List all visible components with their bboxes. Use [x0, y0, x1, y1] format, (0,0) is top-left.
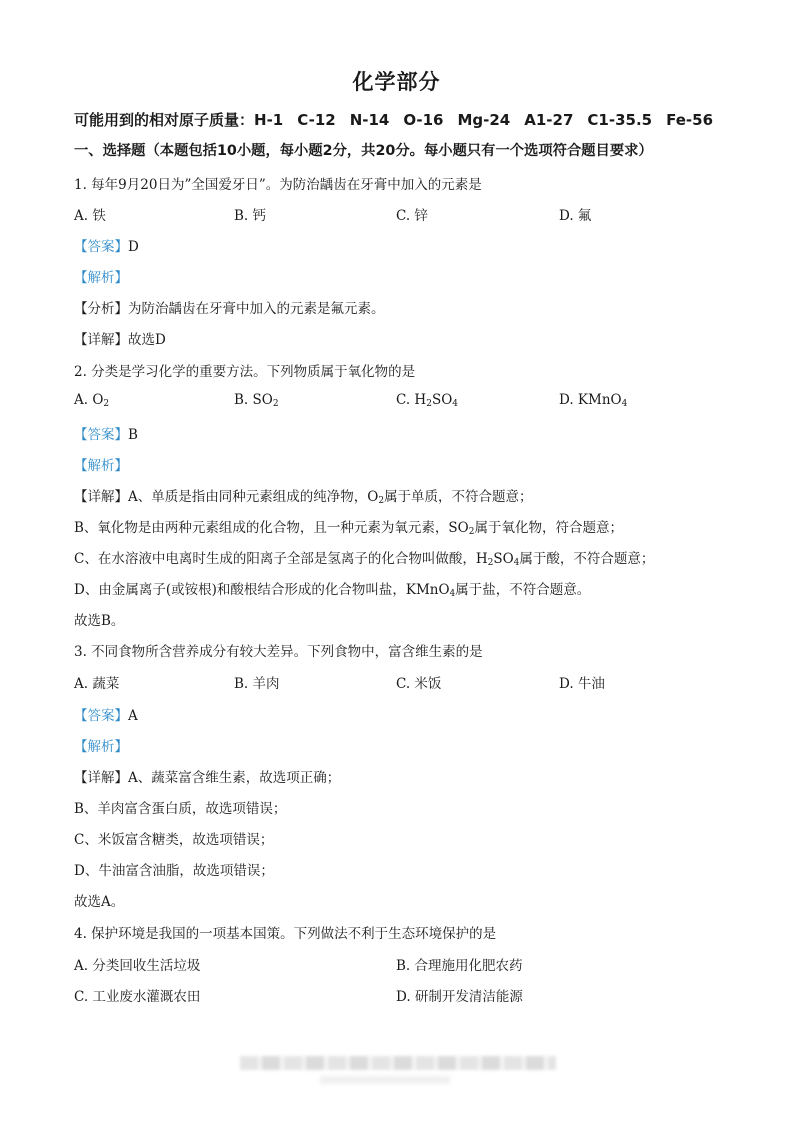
atomic-mass-7: Fe-56: [666, 111, 714, 129]
q2-detail-b: B、氧化物是由两种元素组成的化合物，且一种元素为氧元素，$SO_2$属于氧化物，符合题意；: [74, 520, 623, 537]
q2-detail-d: D、由金属离子(或铵根)和酸根结合形成的化合物叫盐，KMnO$_4$属于盐，不符合题意。: [74, 582, 591, 599]
blurred-footer-watermark: [240, 1056, 556, 1070]
q4-option-a: A. 分类回收生活垃圾: [74, 958, 201, 974]
q2-detail-a: 【详解】A、单质是指由同种元素组成的纯净物，$O_2$属于单质，不符合题意；: [74, 489, 533, 506]
blurred-footer-subline: [320, 1076, 450, 1084]
q4-stem: 4. 保护环境是我国的一项基本国策。下列做法不利于生态环境保护的是: [74, 926, 497, 942]
q2-option-d: D. KMnO$_4$: [559, 392, 628, 409]
q3-option-b: B. 羊肉: [234, 676, 280, 692]
q2-option-b: B. $SO_2$: [234, 392, 279, 409]
q2-option-c: C. $H_2SO_4$: [396, 392, 459, 409]
page-title: 化学部分: [352, 70, 441, 94]
section-heading: 一、选择题（本题包括10小题，每小题2分，共20分。每小题只有一个选项符合题目要求）: [74, 143, 653, 159]
q2-answer-line: [74, 423, 138, 443]
q4-option-b: B. 合理施用化肥农药: [396, 958, 523, 974]
atomic-mass-4: Mg-24: [457, 111, 511, 129]
atomic-mass-3: O-16: [403, 111, 444, 129]
atomic-mass-6: C1-35.5: [587, 111, 653, 129]
q1-option-d: D. 氟: [559, 208, 592, 224]
q3-answer-line: [74, 704, 138, 724]
q3-detail-d: D、牛油富含油脂，故选项错误；: [74, 863, 274, 879]
q1-option-a: A. 铁: [74, 208, 106, 224]
q4-option-c: C. 工业废水灌溉农田: [74, 989, 201, 1005]
q3-option-a: A. 蔬菜: [74, 676, 120, 692]
q2-detail-c: C、在水溶液中电离时生成的阳离子全部是氢离子的化合物叫做酸，$H_2SO_4$属于酸，不符合题意；: [74, 551, 655, 568]
answer-tag: 【答案】: [74, 239, 128, 255]
q3-detail-c: C、米饭富含糖类，故选项错误；: [74, 832, 274, 848]
q3-analysis-tag: 【解析】: [74, 739, 128, 755]
q1-option-c: C. 锌: [396, 208, 428, 224]
q1-analysis-tag: 【解析】: [74, 270, 128, 286]
q3-option-d: D. 牛油: [559, 676, 605, 692]
q1-analysis: 【分析】为防治龋齿在牙膏中加入的元素是氟元素。: [74, 301, 385, 317]
q2-answer: B: [128, 427, 138, 443]
q4-option-d: D. 研制开发清洁能源: [396, 989, 523, 1005]
q1-option-b: B. 钙: [234, 208, 267, 224]
q1-detail: 【详解】故选D: [74, 332, 166, 348]
atomic-mass-1: C-12: [297, 111, 336, 129]
q3-option-c: C. 米饭: [396, 676, 442, 692]
answer-tag: 【答案】: [74, 708, 128, 724]
q1-stem: 1. 每年9月20日为”全国爱牙日”。为防治龋齿在牙膏中加入的元素是: [74, 177, 482, 193]
q3-stem: 3. 不同食物所含营养成分有较大差异。下列食物中，富含维生素的是: [74, 644, 483, 660]
q2-option-a: A. $O_2$: [74, 392, 110, 409]
atomic-mass-0: H-1: [254, 111, 284, 129]
q2-analysis-tag: 【解析】: [74, 458, 128, 474]
q2-conclusion: 故选B。: [74, 613, 125, 629]
answer-tag: 【答案】: [74, 427, 128, 443]
q3-answer: A: [128, 708, 138, 724]
q3-detail-a: 【详解】A、蔬菜富含维生素，故选项正确；: [74, 770, 341, 786]
atomic-mass-label: 可能用到的相对原子质量：: [74, 111, 255, 129]
atomic-mass-5: A1-27: [524, 111, 574, 129]
atomic-mass-2: N-14: [349, 111, 390, 129]
q1-answer: D: [128, 239, 139, 255]
q2-stem: 2. 分类是学习化学的重要方法。下列物质属于氧化物的是: [74, 364, 416, 380]
q1-answer-line: [74, 235, 139, 255]
q3-conclusion: 故选A。: [74, 894, 125, 910]
q3-detail-b: B、羊肉富含蛋白质，故选项错误；: [74, 801, 287, 817]
atomic-mass-line: [74, 109, 713, 130]
